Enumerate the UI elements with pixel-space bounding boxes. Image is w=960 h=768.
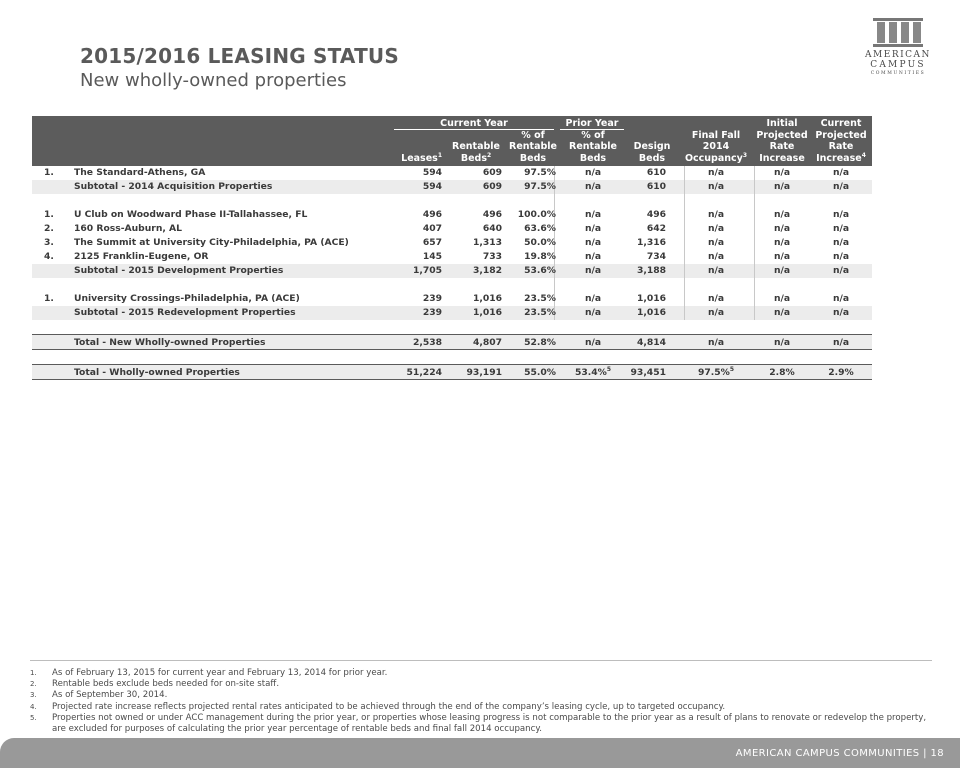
cell-curr: n/a bbox=[832, 265, 850, 276]
cell-init: n/a bbox=[773, 307, 791, 318]
property-name: University Crossings-Philadelphia, PA (ACE) bbox=[74, 293, 300, 304]
footnote-text: As of February 13, 2015 for current year and February 13, 2014 for prior year. bbox=[52, 668, 388, 678]
cell-prior: n/a bbox=[584, 167, 602, 178]
row-number: 4. bbox=[44, 251, 54, 262]
group-prior-year: Prior Year bbox=[565, 118, 619, 129]
cell-prior: 53.4%$^5$ bbox=[574, 366, 612, 378]
col-pct-rentable-beds: % of Rentable Beds bbox=[509, 129, 557, 164]
cell-init: n/a bbox=[773, 337, 791, 348]
property-name: Subtotal - 2015 Development Properties bbox=[74, 265, 284, 276]
cell-rentable: 1,313 bbox=[472, 237, 502, 248]
cell-fall: n/a bbox=[707, 237, 725, 248]
cell-fall: n/a bbox=[707, 251, 725, 262]
cell-pct: 100.0% bbox=[517, 209, 556, 220]
subtotal-row bbox=[32, 180, 872, 194]
col-design-beds: Design Beds bbox=[633, 141, 671, 164]
cell-design: 610 bbox=[646, 167, 666, 178]
cell-prior: n/a bbox=[584, 181, 602, 192]
cell-curr: n/a bbox=[832, 209, 850, 220]
property-name: Subtotal - 2015 Redevelopment Properties bbox=[74, 307, 296, 318]
column-separator bbox=[684, 194, 685, 208]
cell-init: n/a bbox=[773, 223, 791, 234]
logo-line-1: AMERICAN bbox=[865, 50, 931, 60]
cell-rentable: 733 bbox=[482, 251, 502, 262]
row-number: 3. bbox=[44, 237, 54, 248]
cell-rentable: 1,016 bbox=[472, 293, 502, 304]
cell-prior: n/a bbox=[584, 307, 602, 318]
cell-init: n/a bbox=[773, 251, 791, 262]
cell-curr: n/a bbox=[832, 307, 850, 318]
cell-prior: n/a bbox=[584, 237, 602, 248]
cell-init: n/a bbox=[773, 237, 791, 248]
footnote-number: 5. bbox=[30, 713, 37, 722]
logo-line-3: COMMUNITIES bbox=[870, 71, 926, 76]
total-row bbox=[32, 364, 872, 380]
footer-bar bbox=[0, 738, 960, 768]
footnote-text: Projected rate increase reflects projected rental rates anticipated to be achieved through the end of the company’s leasing cycle, up to targeted occupancy. bbox=[52, 701, 726, 712]
cell-design: 1,316 bbox=[636, 237, 666, 248]
col-prior-pct-rentable-beds: % of Rentable Beds bbox=[569, 129, 617, 164]
cell-prior: n/a bbox=[584, 337, 602, 348]
subtotal-row bbox=[32, 264, 872, 278]
total-row bbox=[32, 334, 872, 350]
col-initial-projected-rate: Initial Projected Rate Increase bbox=[756, 118, 808, 164]
footnote-number: 4. bbox=[30, 702, 37, 711]
cell-prior: n/a bbox=[584, 293, 602, 304]
cell-rentable: 609 bbox=[482, 181, 502, 192]
property-name: The Summit at University City-Philadelphia, PA (ACE) bbox=[74, 237, 349, 248]
cell-curr: n/a bbox=[832, 337, 850, 348]
table-body bbox=[32, 166, 872, 380]
column-separator bbox=[754, 194, 755, 208]
column-separator bbox=[554, 278, 555, 292]
cell-prior: n/a bbox=[584, 251, 602, 262]
row-spacer bbox=[32, 278, 872, 292]
cell-leases: 594 bbox=[422, 181, 442, 192]
cell-leases: 145 bbox=[422, 251, 442, 262]
cell-design: 496 bbox=[646, 209, 666, 220]
cell-pct: 52.8% bbox=[524, 337, 556, 348]
cell-leases: 594 bbox=[422, 167, 442, 178]
footnote-item bbox=[30, 668, 930, 679]
footnote-divider bbox=[30, 660, 932, 661]
logo-line-2: CAMPUS bbox=[870, 60, 926, 70]
cell-leases: 239 bbox=[422, 307, 442, 318]
cell-fall: n/a bbox=[707, 181, 725, 192]
footnote-text: Rentable beds exclude beds needed for on-site staff. bbox=[52, 679, 280, 690]
property-name: 2125 Franklin-Eugene, OR bbox=[74, 251, 209, 262]
row-spacer bbox=[32, 350, 872, 364]
property-name: Total - Wholly-owned Properties bbox=[74, 367, 240, 378]
cell-design: 1,016 bbox=[636, 293, 666, 304]
row-number: 1. bbox=[44, 293, 54, 304]
row-number: 2. bbox=[44, 223, 54, 234]
cell-pct: 97.5% bbox=[524, 181, 556, 192]
cell-pct: 63.6% bbox=[524, 223, 556, 234]
cell-pct: 19.8% bbox=[524, 251, 556, 262]
cell-design: 93,451 bbox=[630, 367, 666, 378]
group-current-year: Current Year bbox=[440, 118, 508, 129]
cell-leases: 496 bbox=[422, 209, 442, 220]
cell-fall: 97.5%$^5$ bbox=[697, 366, 735, 378]
cell-init: n/a bbox=[773, 181, 791, 192]
property-name: U Club on Woodward Phase II-Tallahassee, FL bbox=[74, 209, 308, 220]
table-row bbox=[32, 292, 872, 306]
table-row bbox=[32, 236, 872, 250]
footnote-item bbox=[30, 713, 930, 735]
cell-init: n/a bbox=[773, 293, 791, 304]
row-spacer bbox=[32, 194, 872, 208]
leasing-table bbox=[32, 116, 872, 380]
table-row bbox=[32, 166, 872, 180]
cell-curr: n/a bbox=[832, 223, 850, 234]
cell-fall: n/a bbox=[707, 167, 725, 178]
cell-leases: 407 bbox=[422, 223, 442, 234]
cell-design: 1,016 bbox=[636, 307, 666, 318]
column-separator bbox=[754, 278, 755, 292]
cell-leases: 2,538 bbox=[412, 337, 442, 348]
company-logo bbox=[858, 18, 938, 90]
cell-init: n/a bbox=[773, 167, 791, 178]
cell-rentable: 640 bbox=[482, 223, 502, 234]
cell-prior: n/a bbox=[584, 223, 602, 234]
cell-fall: n/a bbox=[707, 293, 725, 304]
cell-design: 642 bbox=[646, 223, 666, 234]
footnote-text: Properties not owned or under ACC management during the prior year, or properties whose leasing progress is not comparable to the prior year as a result of plans to renovate or redevelop the property, are excluded for purposes of calculating the prior year percentage of rentable beds and final fall 2014 occupancy. bbox=[52, 712, 927, 735]
cell-design: 610 bbox=[646, 181, 666, 192]
footer-text: AMERICAN CAMPUS COMMUNITIES | 18 bbox=[735, 748, 944, 759]
property-name: The Standard-Athens, GA bbox=[74, 167, 206, 178]
cell-leases: 1,705 bbox=[412, 265, 442, 276]
col-final-fall-occupancy: Final Fall 2014 Occupancy$^3$ bbox=[684, 129, 748, 164]
cell-rentable: 3,182 bbox=[472, 265, 502, 276]
table-row bbox=[32, 222, 872, 236]
cell-rentable: 93,191 bbox=[466, 367, 502, 378]
table-row bbox=[32, 208, 872, 222]
cell-rentable: 4,807 bbox=[472, 337, 502, 348]
cell-pct: 53.6% bbox=[524, 265, 556, 276]
col-current-projected-rate: Current Projected Rate Increase$^4$ bbox=[815, 118, 867, 164]
cell-fall: n/a bbox=[707, 337, 725, 348]
row-number: 1. bbox=[44, 209, 54, 220]
cell-leases: 657 bbox=[422, 237, 442, 248]
property-name: Subtotal - 2014 Acquisition Properties bbox=[74, 181, 273, 192]
footnote-item bbox=[30, 690, 930, 701]
cell-design: 734 bbox=[646, 251, 666, 262]
property-name: 160 Ross-Auburn, AL bbox=[74, 223, 183, 234]
cell-pct: 23.5% bbox=[524, 307, 556, 318]
cell-pct: 50.0% bbox=[524, 237, 556, 248]
cell-pct: 23.5% bbox=[524, 293, 556, 304]
cell-rentable: 1,016 bbox=[472, 307, 502, 318]
column-separator bbox=[684, 278, 685, 292]
footnote-number: 2. bbox=[30, 680, 37, 689]
footnote-item bbox=[30, 702, 930, 713]
cell-curr: n/a bbox=[832, 293, 850, 304]
cell-curr: n/a bbox=[832, 181, 850, 192]
cell-fall: n/a bbox=[707, 307, 725, 318]
cell-curr: n/a bbox=[832, 167, 850, 178]
table-row bbox=[32, 250, 872, 264]
cell-design: 3,188 bbox=[636, 265, 666, 276]
page-title: 2015/2016 LEASING STATUS bbox=[80, 44, 399, 68]
cell-init: n/a bbox=[773, 209, 791, 220]
page-subtitle: New wholly-owned properties bbox=[80, 70, 347, 91]
cell-leases: 51,224 bbox=[406, 367, 442, 378]
cell-design: 4,814 bbox=[636, 337, 666, 348]
cell-fall: n/a bbox=[707, 209, 725, 220]
footnote-number: 3. bbox=[30, 691, 37, 700]
col-rentable-beds: Rentable Beds$^2$ bbox=[452, 141, 500, 164]
table-header bbox=[32, 116, 872, 166]
cell-leases: 239 bbox=[422, 293, 442, 304]
cell-prior: n/a bbox=[584, 209, 602, 220]
cell-rentable: 496 bbox=[482, 209, 502, 220]
cell-init: n/a bbox=[773, 265, 791, 276]
cell-curr: n/a bbox=[832, 251, 850, 262]
footnote-text: As of September 30, 2014. bbox=[52, 690, 168, 701]
footnotes bbox=[30, 668, 930, 735]
cell-pct: 55.0% bbox=[524, 367, 556, 378]
cell-pct: 97.5% bbox=[524, 167, 556, 178]
col-leases: Leases$^1$ bbox=[401, 151, 442, 164]
footnote-item bbox=[30, 679, 930, 690]
cell-curr: n/a bbox=[832, 237, 850, 248]
row-spacer bbox=[32, 320, 872, 334]
cell-prior: n/a bbox=[584, 265, 602, 276]
footnote-number: 1. bbox=[30, 669, 37, 677]
cell-init: 2.8% bbox=[769, 367, 795, 378]
row-number: 1. bbox=[44, 167, 54, 178]
column-separator bbox=[554, 194, 555, 208]
cell-fall: n/a bbox=[707, 265, 725, 276]
cell-rentable: 609 bbox=[482, 167, 502, 178]
cell-fall: n/a bbox=[707, 223, 725, 234]
columns-icon bbox=[871, 18, 925, 48]
cell-curr: 2.9% bbox=[828, 367, 854, 378]
subtotal-row bbox=[32, 306, 872, 320]
property-name: Total - New Wholly-owned Properties bbox=[74, 337, 266, 348]
